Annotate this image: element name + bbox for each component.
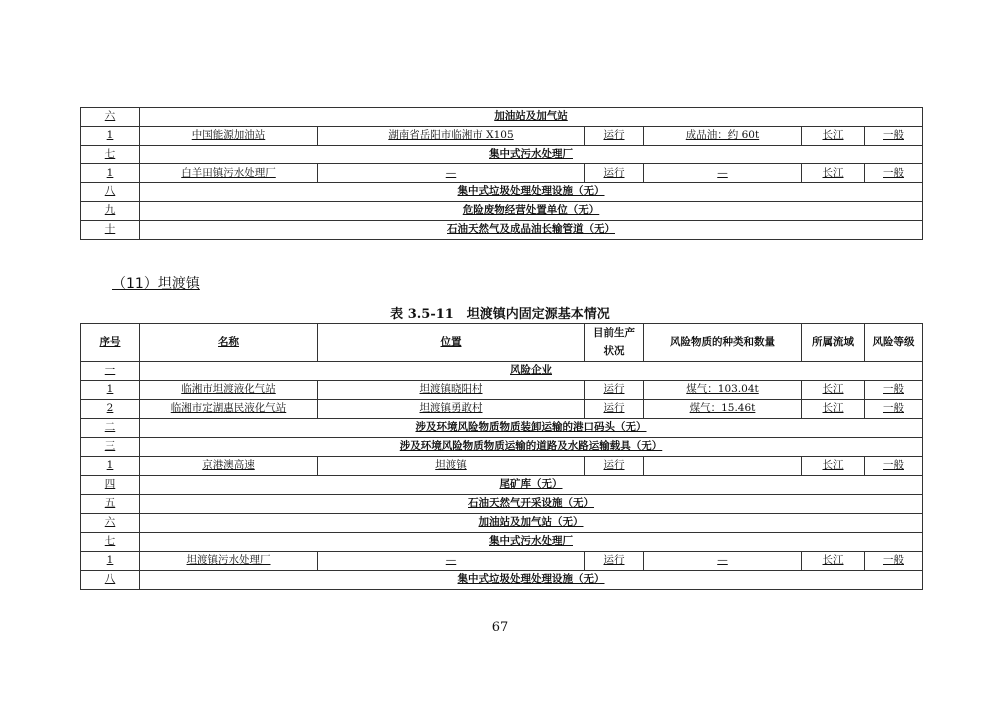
table-row	[81, 552, 923, 571]
section-row	[81, 183, 923, 202]
section-number: 七	[81, 145, 140, 164]
facility-table-continued-body	[81, 108, 923, 240]
section-row	[81, 514, 923, 533]
section-title: 集中式垃圾处理处理设施（无）	[140, 183, 923, 202]
section-row	[81, 419, 923, 438]
section-title: 加油站及加气站	[140, 108, 923, 127]
section-number: 五	[81, 495, 140, 514]
section-row	[81, 108, 923, 127]
header-level: 风险等级	[865, 324, 923, 362]
facility-status: 运行	[585, 126, 644, 145]
section-heading: （11）坦渡镇	[112, 276, 200, 292]
section-number: 三	[81, 438, 140, 457]
section-number: 四	[81, 476, 140, 495]
header-location: 位置	[318, 324, 585, 362]
section-title: 涉及环境风险物质物质运输的道路及水路运输载具（无）	[140, 438, 923, 457]
section-row	[81, 495, 923, 514]
risk-level: 一般	[865, 400, 923, 419]
section-number: 六	[81, 514, 140, 533]
facility-name: 京港澳高速	[140, 457, 318, 476]
facility-name: 中国能源加油站	[140, 126, 318, 145]
risk-level: 一般	[865, 552, 923, 571]
section-row	[81, 145, 923, 164]
section-title: 加油站及加气站（无）	[140, 514, 923, 533]
table-row	[81, 400, 923, 419]
risk-level: 一般	[865, 457, 923, 476]
row-number: 2	[81, 400, 140, 419]
facility-location: —	[318, 552, 585, 571]
section-title: 集中式垃圾处理处理设施（无）	[140, 571, 923, 590]
facility-location: 坦渡镇晓阳村	[318, 381, 585, 400]
header-basin: 所属流域	[802, 324, 865, 362]
section-title: 风险企业	[140, 362, 923, 381]
facility-location: 湖南省岳阳市临湘市 X105	[318, 126, 585, 145]
header-status: 目前生产 状况	[585, 324, 644, 362]
risk-level: 一般	[865, 126, 923, 145]
page-number: 67	[491, 620, 509, 635]
section-number: 十	[81, 220, 140, 239]
facility-status: 运行	[585, 457, 644, 476]
section-row	[81, 438, 923, 457]
river-basin: 长江	[802, 381, 865, 400]
section-row	[81, 201, 923, 220]
facility-table-continued	[80, 107, 923, 240]
row-number: 1	[81, 164, 140, 183]
river-basin: 长江	[802, 400, 865, 419]
section-number: 七	[81, 533, 140, 552]
section-title: 石油天然气及成品油长输管道（无）	[140, 220, 923, 239]
facility-name: 临湘市坦渡液化气站	[140, 381, 318, 400]
facility-status: 运行	[585, 381, 644, 400]
risk-substance: —	[644, 164, 802, 183]
river-basin: 长江	[802, 164, 865, 183]
header-risk: 风险物质的种类和数量	[644, 324, 802, 362]
risk-substance: 煤气：103.04t	[644, 381, 802, 400]
section-title: 涉及环境风险物质物质装卸运输的港口码头（无）	[140, 419, 923, 438]
facility-status: 运行	[585, 552, 644, 571]
risk-substance: 成品油：约 60t	[644, 126, 802, 145]
section-row	[81, 571, 923, 590]
section-row	[81, 476, 923, 495]
row-number: 1	[81, 552, 140, 571]
section-row	[81, 362, 923, 381]
facility-name: 白羊田镇污水处理厂	[140, 164, 318, 183]
section-title: 集中式污水处理厂	[140, 533, 923, 552]
risk-substance	[644, 457, 802, 476]
section-title: 危险废物经营处置单位（无）	[140, 201, 923, 220]
river-basin: 长江	[802, 457, 865, 476]
risk-substance: 煤气：15.46t	[644, 400, 802, 419]
header-num: 序号	[81, 324, 140, 362]
table-caption: 表 3.5-11 坦渡镇内固定源基本情况	[390, 307, 610, 322]
river-basin: 长江	[802, 552, 865, 571]
row-number: 1	[81, 457, 140, 476]
section-row	[81, 220, 923, 239]
row-number: 1	[81, 126, 140, 145]
section-number: 六	[81, 108, 140, 127]
risk-level: 一般	[865, 381, 923, 400]
fixed-source-table-body	[81, 362, 923, 590]
facility-status: 运行	[585, 400, 644, 419]
risk-substance: —	[644, 552, 802, 571]
facility-name: 坦渡镇污水处理厂	[140, 552, 318, 571]
section-row	[81, 533, 923, 552]
row-number: 1	[81, 381, 140, 400]
table-row	[81, 164, 923, 183]
header-name: 名称	[140, 324, 318, 362]
table-row	[81, 381, 923, 400]
facility-location: 坦渡镇勇敢村	[318, 400, 585, 419]
facility-location: —	[318, 164, 585, 183]
facility-status: 运行	[585, 164, 644, 183]
table-row	[81, 126, 923, 145]
table-row	[81, 457, 923, 476]
facility-location: 坦渡镇	[318, 457, 585, 476]
section-number: 八	[81, 571, 140, 590]
facility-name: 临湘市定湖惠民液化气站	[140, 400, 318, 419]
section-title: 集中式污水处理厂	[140, 145, 923, 164]
table-header-row	[81, 324, 923, 362]
risk-level: 一般	[865, 164, 923, 183]
fixed-source-table	[80, 323, 923, 590]
section-number: 二	[81, 419, 140, 438]
river-basin: 长江	[802, 126, 865, 145]
section-number: 九	[81, 201, 140, 220]
section-title: 尾矿库（无）	[140, 476, 923, 495]
section-title: 石油天然气开采设施（无）	[140, 495, 923, 514]
section-number: 一	[81, 362, 140, 381]
section-number: 八	[81, 183, 140, 202]
